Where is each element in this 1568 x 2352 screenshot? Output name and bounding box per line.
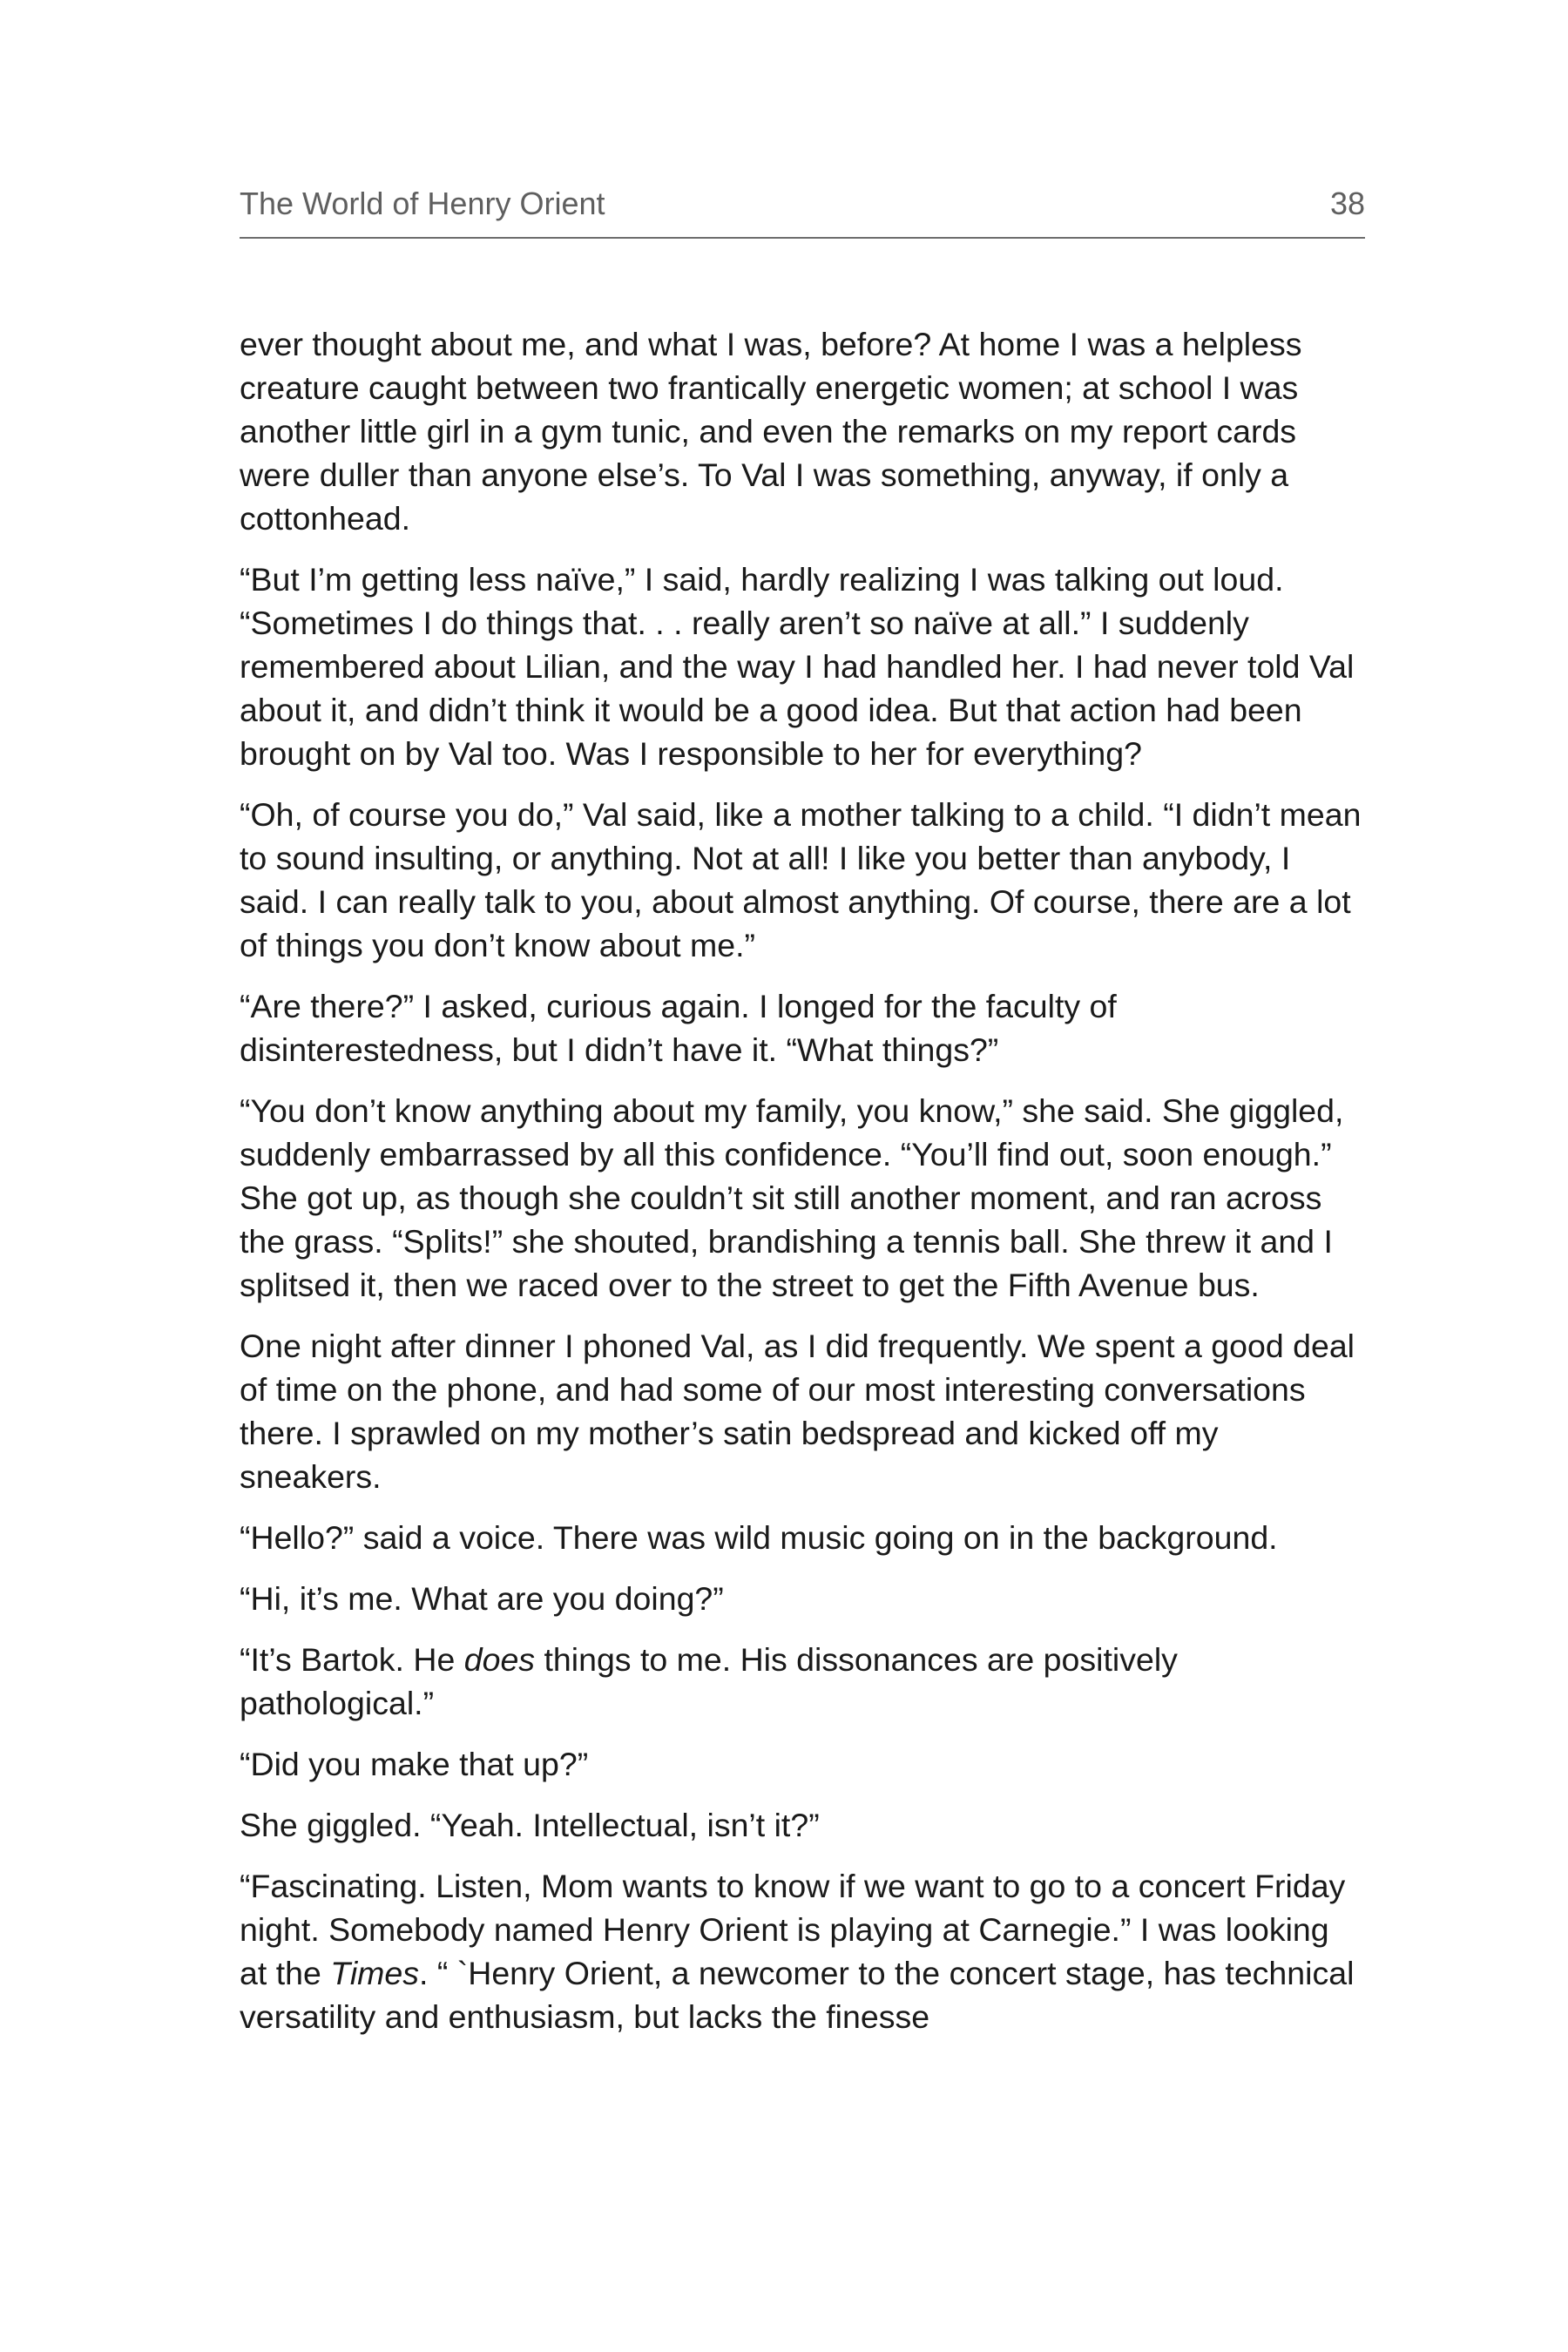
paragraph-text: ever thought about me, and what I was, before? At home I was a helpless creature caught between two frantically energetic women; at school I was another little girl in a gym tunic, and even the remarks on my report cards were duller than anyone else’s. To Val I was something, anyway, if only a cottonhead. xyxy=(240,326,1302,537)
paragraph xyxy=(240,1803,1365,1847)
paragraph-text: “Hi, it’s me. What are you doing?” xyxy=(240,1580,724,1617)
paragraph xyxy=(240,1577,1365,1620)
paragraph xyxy=(240,984,1365,1071)
paragraph-text: She giggled. “Yeah. Intellectual, isn’t it?” xyxy=(240,1807,820,1843)
paragraph xyxy=(240,793,1365,967)
page-number: 38 xyxy=(1329,186,1365,221)
paragraph xyxy=(240,1089,1365,1307)
paragraph xyxy=(240,322,1365,540)
paragraph-text: “Hello?” said a voice. There was wild music going on in the background. xyxy=(240,1519,1278,1556)
paragraph-text: “But I’m getting less naïve,” I said, hardly realizing I was talking out loud. “Sometimes I do things that. . . really aren’t so naïve at all.” I suddenly remembered about Lilian, and the way I had handled her. I had never told Val about it, and didn’t think it would be a good idea. But that action had been brought on by Val too. Was I responsible to her for everything? xyxy=(240,561,1355,772)
paragraph-text: things to me. His dissonances are positively pathological.” xyxy=(240,1641,1178,1721)
paragraph-text: . “ `Henry Orient, a newcomer to the concert stage, has technical versatility and enthusiasm, but lacks the finesse xyxy=(240,1955,1355,2035)
italic-text: does xyxy=(463,1641,536,1678)
paragraph-text: “Oh, of course you do,” Val said, like a mother talking to a child. “I didn’t mean to sound insulting, or anything. Not at all! I like you better than anybody, I said. I can really talk to you, about almost anything. Of course, there are a lot of things you don’t know about me.” xyxy=(240,796,1362,963)
paragraph-text: “Are there?” I asked, curious again. I longed for the faculty of disinterestedness, but I didn’t have it. “What things?” xyxy=(240,988,1117,1068)
book-title: The World of Henry Orient xyxy=(240,186,605,221)
paragraph-text: One night after dinner I phoned Val, as I did frequently. We spent a good deal of time on the phone, and had some of our most interesting conversations there. I sprawled on my mother’s satin bedspread and kicked off my sneakers. xyxy=(240,1328,1355,1495)
italic-text: Times xyxy=(330,1955,420,1991)
paragraph-text: “Fascinating. Listen, Mom wants to know if we want to go to a concert Friday night. Somebody named Henry Orient is playing at Carnegie.” I was looking at the xyxy=(240,1868,1346,1991)
paragraph xyxy=(240,1516,1365,1559)
paragraph xyxy=(240,558,1365,775)
paragraph-text: “You don’t know anything about my family, you know,” she said. She giggled, suddenly embarrassed by all this confidence. “You’ll find out, soon enough.” She got up, as though she couldn’t sit still another moment, and ran across the grass. “Splits!” she shouted, brandishing a tennis ball. She threw it and I splitsed it, then we raced over to the street to get the Fifth Avenue bus. xyxy=(240,1092,1344,1303)
body-text xyxy=(240,322,1365,2056)
paragraph-text: “It’s Bartok. He xyxy=(240,1641,464,1678)
paragraph xyxy=(240,1864,1365,2038)
running-header xyxy=(240,185,1365,239)
paragraph xyxy=(240,1742,1365,1786)
paragraph xyxy=(240,1324,1365,1498)
paragraph xyxy=(240,1638,1365,1725)
paragraph-text: “Did you make that up?” xyxy=(240,1746,589,1782)
